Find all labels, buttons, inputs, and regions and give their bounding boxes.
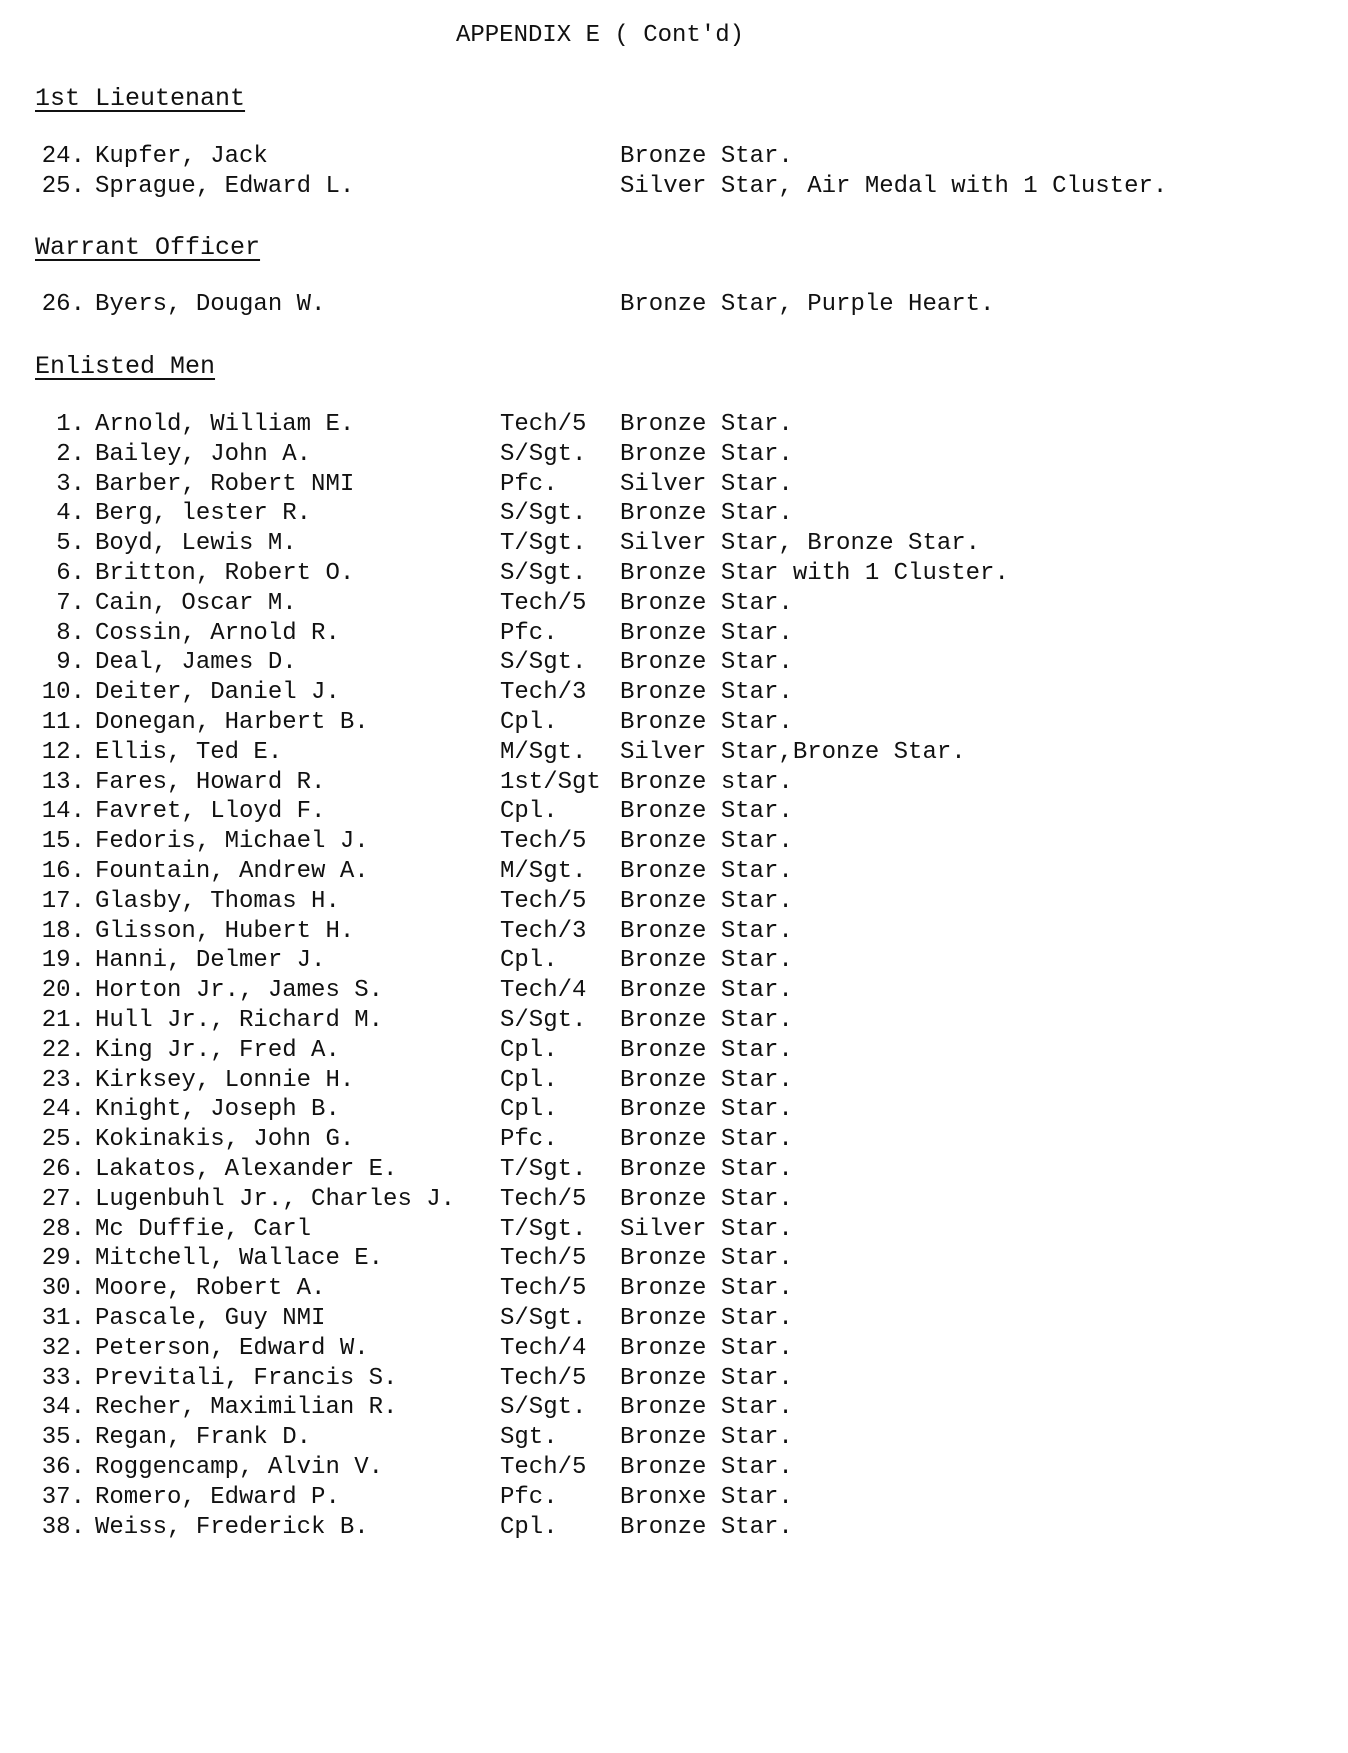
award: Bronze Star. [620, 411, 793, 438]
person-name: Kirksey, Lonnie H. [95, 1066, 355, 1094]
award: Bronze Star. [620, 798, 793, 826]
item-number: 11. [41, 709, 85, 736]
award: Bronze Star. [620, 1185, 793, 1213]
item-number: 34. [41, 1394, 85, 1422]
list-item [0, 648, 1348, 678]
award: Bronxe Star. [620, 1483, 793, 1511]
rank: Cpl. [500, 1513, 558, 1541]
item-number: 24. [41, 1096, 85, 1124]
list-item [0, 827, 1348, 857]
rank: T/Sgt. [500, 1156, 587, 1183]
award: Bronze Star. [620, 1066, 793, 1094]
person-name: Cain, Oscar M. [95, 589, 297, 617]
rank: Tech/5 [500, 1275, 587, 1303]
list-item [0, 738, 1348, 768]
award: Bronze Star. [620, 1096, 793, 1124]
item-number: 19. [41, 947, 85, 975]
item-number: 22. [41, 1036, 85, 1064]
item-number: 32. [41, 1334, 85, 1362]
person-name: Fares, Howard R. [95, 768, 326, 796]
rank: Tech/4 [500, 977, 587, 1005]
list-item [0, 1215, 1348, 1245]
item-number: 37. [41, 1483, 85, 1511]
rank: Tech/5 [500, 828, 587, 856]
rank: 1st/Sgt [500, 768, 601, 796]
item-number: 16. [41, 858, 85, 885]
item-number: 36. [41, 1454, 85, 1481]
item-number: 25. [41, 173, 85, 200]
item-number: 33. [41, 1364, 85, 1392]
list-item [0, 1006, 1348, 1036]
rank: S/Sgt. [500, 440, 587, 468]
rank: Pfc. [500, 470, 558, 498]
item-number: 3. [56, 470, 85, 498]
person-name: Glasby, Thomas H. [95, 887, 340, 915]
rank: Pfc. [500, 1483, 558, 1511]
section-heading-warrant-officer: Warrant Officer [35, 233, 261, 262]
award: Silver Star. [620, 470, 793, 498]
person-name: Barber, Robert NMI [95, 470, 355, 498]
award: Bronze Star. [620, 1007, 793, 1034]
item-number: 24. [41, 143, 85, 170]
award: Bronze Star. [620, 1394, 793, 1422]
award: Bronze Star. [620, 977, 793, 1005]
award: Bronze Star with 1 Cluster. [620, 560, 1009, 587]
list-item [0, 708, 1348, 738]
person-name: Ellis, Ted E. [95, 738, 283, 766]
list-item [0, 290, 1348, 320]
list-item [0, 499, 1348, 529]
rank: Tech/5 [500, 411, 587, 438]
rank: T/Sgt. [500, 1215, 587, 1243]
award: Bronze Star. [620, 1513, 793, 1541]
list-item [0, 1066, 1348, 1096]
award: Bronze Star. [620, 1245, 793, 1273]
person-name: Previtali, Francis S. [95, 1364, 398, 1392]
person-name: Mc Duffie, Carl [95, 1215, 312, 1243]
section-heading-1st-lieutenant: 1st Lieutenant [35, 84, 246, 113]
award: Silver Star. [620, 1215, 793, 1243]
award: Bronze Star. [620, 143, 793, 170]
person-name: Hanni, Delmer J. [95, 947, 326, 975]
person-name: Sprague, Edward L. [95, 173, 355, 200]
person-name: Donegan, Harbert B. [95, 709, 369, 736]
item-number: 25. [41, 1126, 85, 1154]
rank: S/Sgt. [500, 1305, 587, 1332]
item-number: 6. [56, 560, 85, 587]
item-number: 15. [41, 828, 85, 856]
award: Bronze Star. [620, 887, 793, 915]
award: Bronze Star. [620, 1126, 793, 1154]
item-number: 21. [41, 1007, 85, 1034]
item-number: 17. [41, 887, 85, 915]
person-name: Britton, Robert O. [95, 560, 355, 587]
rank: Cpl. [500, 798, 558, 826]
list-item [0, 678, 1348, 708]
rank: Tech/4 [500, 1334, 587, 1362]
item-number: 5. [56, 530, 85, 558]
item-number: 10. [41, 679, 85, 707]
person-name: Byers, Dougan W. [95, 291, 326, 318]
award: Bronze Star. [620, 1364, 793, 1392]
list-item [0, 1453, 1348, 1483]
award: Bronze Star. [620, 1156, 793, 1183]
award: Bronze Star. [620, 440, 793, 468]
award: Bronze Star. [620, 1275, 793, 1303]
rank: S/Sgt. [500, 560, 587, 587]
rank: Tech/3 [500, 679, 587, 707]
rank: M/Sgt. [500, 738, 587, 766]
list-item [0, 1393, 1348, 1423]
list-item [0, 1036, 1348, 1066]
person-name: Favret, Lloyd F. [95, 798, 326, 826]
item-number: 38. [41, 1513, 85, 1541]
list-item [0, 946, 1348, 976]
list-item [0, 1513, 1348, 1543]
list-item [0, 917, 1348, 947]
list-item [0, 1095, 1348, 1125]
item-number: 35. [41, 1424, 85, 1452]
person-name: Pascale, Guy NMI [95, 1305, 326, 1332]
person-name: Glisson, Hubert H. [95, 917, 355, 945]
list-item [0, 1423, 1348, 1453]
rank: Tech/5 [500, 887, 587, 915]
list-item [0, 1304, 1348, 1334]
award: Bronze Star. [620, 500, 793, 528]
item-number: 31. [41, 1305, 85, 1332]
item-number: 14. [41, 798, 85, 826]
person-name: Lakatos, Alexander E. [95, 1156, 398, 1183]
item-number: 4. [56, 500, 85, 528]
person-name: Fountain, Andrew A. [95, 858, 369, 885]
list-item [0, 440, 1348, 470]
award: Bronze Star. [620, 917, 793, 945]
award: Bronze Star, Purple Heart. [620, 291, 995, 318]
person-name: Weiss, Frederick B. [95, 1513, 369, 1541]
list-item [0, 1334, 1348, 1364]
person-name: Boyd, Lewis M. [95, 530, 297, 558]
person-name: Cossin, Arnold R. [95, 619, 340, 647]
list-item [0, 619, 1348, 649]
person-name: Mitchell, Wallace E. [95, 1245, 384, 1273]
person-name: Berg, lester R. [95, 500, 312, 528]
item-number: 28. [41, 1215, 85, 1243]
award: Bronze Star. [620, 1305, 793, 1332]
person-name: Recher, Maximilian R. [95, 1394, 398, 1422]
person-name: Fedoris, Michael J. [95, 828, 369, 856]
list-item [0, 410, 1348, 440]
award: Silver Star, Air Medal with 1 Cluster. [620, 173, 1168, 200]
rank: Cpl. [500, 1096, 558, 1124]
item-number: 9. [56, 649, 85, 677]
item-number: 7. [56, 589, 85, 617]
rank: Tech/5 [500, 1245, 587, 1273]
rank: Tech/5 [500, 1364, 587, 1392]
rank: Cpl. [500, 709, 558, 736]
rank: S/Sgt. [500, 500, 587, 528]
list-item [0, 976, 1348, 1006]
list-item [0, 172, 1348, 202]
item-number: 29. [41, 1245, 85, 1273]
list-item [0, 797, 1348, 827]
person-name: Knight, Joseph B. [95, 1096, 340, 1124]
rank: S/Sgt. [500, 649, 587, 677]
award: Bronze Star. [620, 828, 793, 856]
list-item [0, 768, 1348, 798]
award: Bronze Star. [620, 649, 793, 677]
rank: Tech/3 [500, 917, 587, 945]
person-name: Deiter, Daniel J. [95, 679, 340, 707]
item-number: 13. [41, 768, 85, 796]
rank: Cpl. [500, 947, 558, 975]
award: Bronze Star. [620, 1454, 793, 1481]
item-number: 8. [56, 619, 85, 647]
award: Silver Star, Bronze Star. [620, 530, 981, 558]
section-heading-enlisted-men: Enlisted Men [35, 352, 216, 381]
person-name: Moore, Robert A. [95, 1275, 326, 1303]
list-item [0, 1364, 1348, 1394]
award: Bronze Star. [620, 619, 793, 647]
rank: M/Sgt. [500, 858, 587, 885]
rank: S/Sgt. [500, 1007, 587, 1034]
list-item [0, 470, 1348, 500]
rank: Tech/5 [500, 1185, 587, 1213]
award: Bronze Star. [620, 709, 793, 736]
award: Silver Star,Bronze Star. [620, 738, 966, 766]
rank: Pfc. [500, 619, 558, 647]
item-number: 1. [56, 411, 85, 438]
rank: Pfc. [500, 1126, 558, 1154]
person-name: Roggencamp, Alvin V. [95, 1454, 384, 1481]
item-number: 27. [41, 1185, 85, 1213]
item-number: 30. [41, 1275, 85, 1303]
page-title: APPENDIX E ( Cont'd) [455, 22, 745, 49]
list-item [0, 1125, 1348, 1155]
award: Bronze Star. [620, 1334, 793, 1362]
person-name: Deal, James D. [95, 649, 297, 677]
award: Bronze Star. [620, 589, 793, 617]
item-number: 26. [41, 291, 85, 318]
person-name: Kokinakis, John G. [95, 1126, 355, 1154]
item-number: 2. [56, 440, 85, 468]
list-item [0, 142, 1348, 172]
list-item [0, 1244, 1348, 1274]
award: Bronze Star. [620, 858, 793, 885]
award: Bronze Star. [620, 947, 793, 975]
list-item [0, 589, 1348, 619]
person-name: Romero, Edward P. [95, 1483, 340, 1511]
person-name: Hull Jr., Richard M. [95, 1007, 384, 1034]
award: Bronze Star. [620, 679, 793, 707]
rank: Tech/5 [500, 589, 587, 617]
rank: Cpl. [500, 1066, 558, 1094]
item-number: 12. [41, 738, 85, 766]
person-name: Arnold, William E. [95, 411, 355, 438]
list-item [0, 1155, 1348, 1185]
list-item [0, 857, 1348, 887]
award: Bronze Star. [620, 1036, 793, 1064]
person-name: Peterson, Edward W. [95, 1334, 369, 1362]
list-item [0, 529, 1348, 559]
person-name: Regan, Frank D. [95, 1424, 312, 1452]
rank: S/Sgt. [500, 1394, 587, 1422]
list-item [0, 1483, 1348, 1513]
rank: Sgt. [500, 1424, 558, 1452]
list-item [0, 559, 1348, 589]
list-item [0, 1185, 1348, 1215]
person-name: Kupfer, Jack [95, 143, 268, 170]
person-name: Lugenbuhl Jr., Charles J. [95, 1185, 456, 1213]
item-number: 26. [41, 1156, 85, 1183]
list-item [0, 1274, 1348, 1304]
rank: Tech/5 [500, 1454, 587, 1481]
item-number: 18. [41, 917, 85, 945]
rank: T/Sgt. [500, 530, 587, 558]
award: Bronze Star. [620, 1424, 793, 1452]
item-number: 23. [41, 1066, 85, 1094]
rank: Cpl. [500, 1036, 558, 1064]
person-name: King Jr., Fred A. [95, 1036, 340, 1064]
person-name: Horton Jr., James S. [95, 977, 384, 1005]
award: Bronze star. [620, 768, 793, 796]
person-name: Bailey, John A. [95, 440, 312, 468]
item-number: 20. [41, 977, 85, 1005]
list-item [0, 887, 1348, 917]
